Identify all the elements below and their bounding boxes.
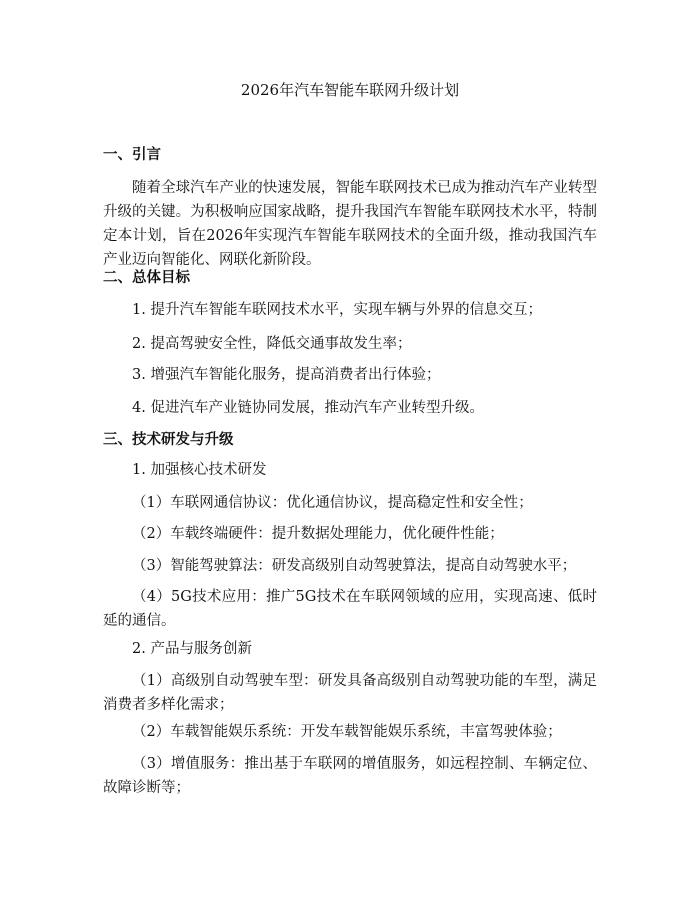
product-sub-item: （3）增值服务：推出基于车联网的增值服务，如远程控制、车辆定位、故障诊断等； xyxy=(103,756,597,796)
goal-item: 1. 提升汽车智能车联网技术水平，实现车辆与外界的信息交互； xyxy=(132,302,542,318)
section-heading-goals: 二、总体目标 xyxy=(103,270,190,286)
subsection-label-core-tech: 1. 加强核心技术研发 xyxy=(132,462,267,478)
goal-item: 4. 促进汽车产业链协同发展，推动汽车产业转型升级。 xyxy=(132,400,484,416)
intro-paragraph: 随着全球汽车产业的快速发展，智能车联网技术已成为推动汽车产业转型升级的关键。为积极响应国家战略，提升我国汽车智能车联网技术水平，特制定本计划，旨在2026年实现汽车智能车联网技术的全面升级，推动我国汽车产业迈向智能化、网联化新阶段。 xyxy=(103,180,597,268)
goal-item: 3. 增强汽车智能化服务，提高消费者出行体验； xyxy=(132,367,441,383)
document-title: 2026年汽车智能车联网升级计划 xyxy=(240,81,460,99)
tech-sub-item: （1）车联网通信协议：优化通信协议，提高稳定性和安全性； xyxy=(132,495,533,511)
section-heading-tech: 三、技术研发与升级 xyxy=(103,432,234,448)
tech-sub-item: （2）车载终端硬件：提升数据处理能力，优化硬件性能； xyxy=(132,526,504,542)
product-sub-item: （2）车载智能娱乐系统：开发车载智能娱乐系统，丰富驾驶体验； xyxy=(132,724,562,740)
section-heading-intro: 一、引言 xyxy=(103,147,161,163)
goal-item: 2. 提高驾驶安全性，降低交通事故发生率； xyxy=(132,336,412,352)
tech-sub-item: （4）5G技术应用：推广5G技术在车联网领域的应用，实现高速、低时延的通信。 xyxy=(103,589,597,629)
subsection-label-product: 2. 产品与服务创新 xyxy=(132,641,252,657)
tech-sub-item: （3）智能驾驶算法：研发高级别自动驾驶算法，提高自动驾驶水平； xyxy=(132,558,577,574)
product-sub-item: （1）高级别自动驾驶车型：研发具备高级别自动驾驶功能的车型，满足消费者多样化需求； xyxy=(103,673,597,713)
